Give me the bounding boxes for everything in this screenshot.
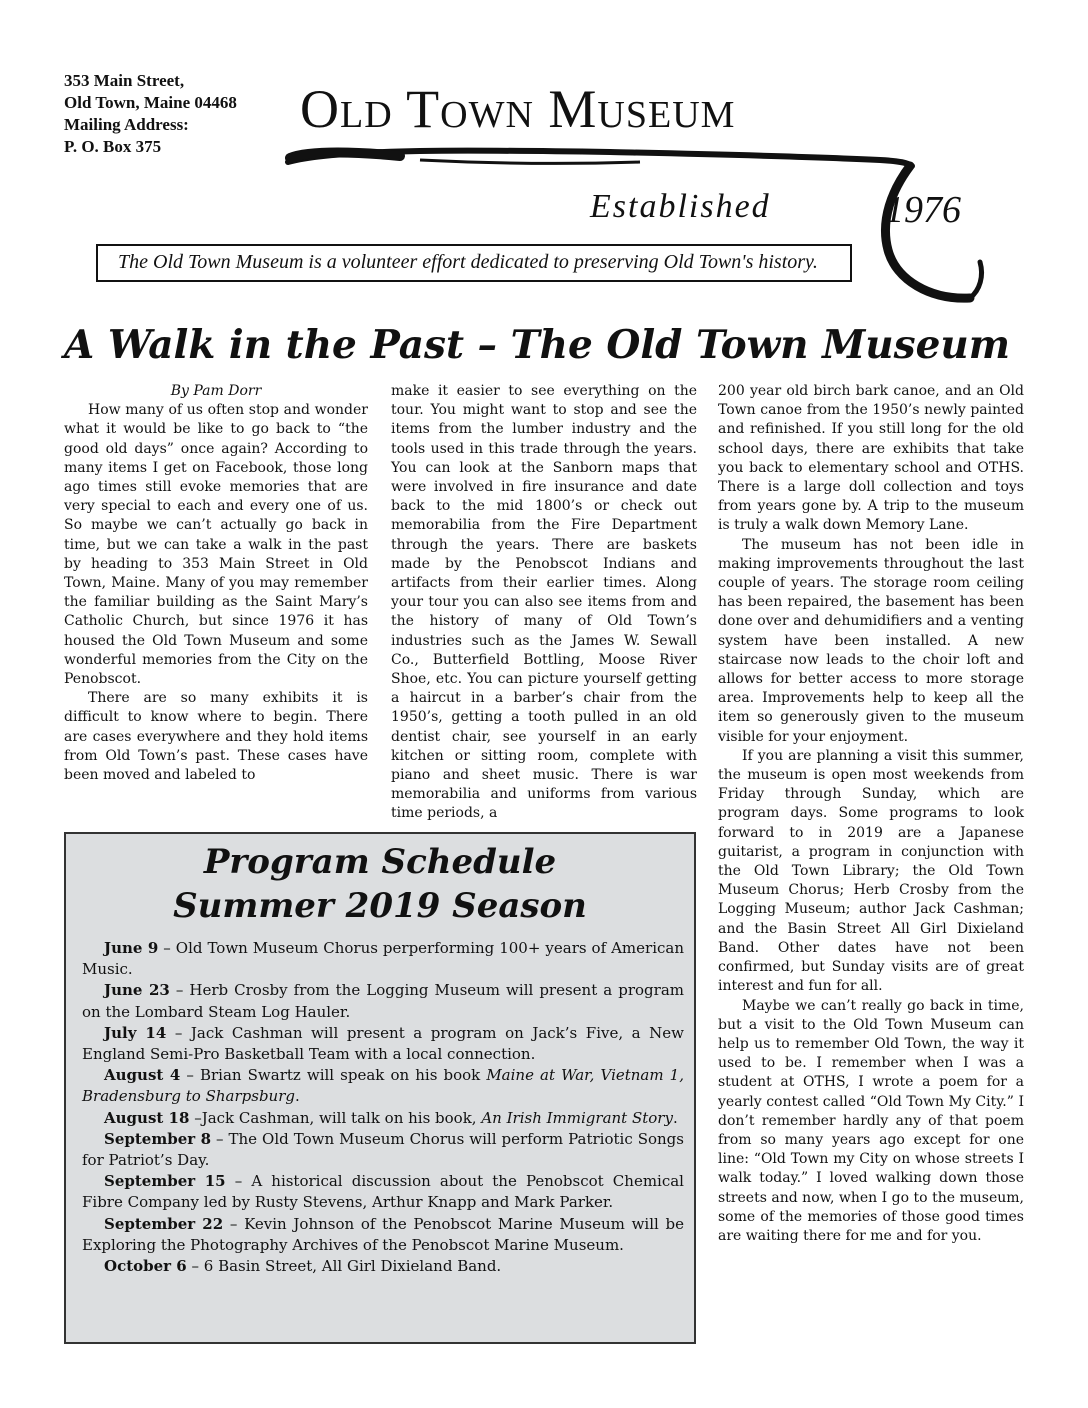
tagline: The Old Town Museum is a volunteer effort dedicated to preserving Old Town's history. — [118, 251, 818, 273]
schedule-text: – Old Town Museum Chorus perperforming 100+ years of American Music. — [82, 939, 684, 979]
address-line: Mailing Address: — [64, 115, 189, 134]
book-title: Maine at War, Vietnam 1, Bradensburg to Sharpsburg — [82, 1066, 684, 1106]
schedule-item — [82, 980, 684, 1022]
article-paragraph: Maybe we can’t really go back in time, but a visit to the Old Town Museum can help us to remember Old Town, the way it used to be. I remember when I was a student at OTHS, I wrote a poem for a yearly contest called “Old Town My City.” I don’t remember hardly any of that poem from so many years ago except for one line: “Old Town my City on whose streets I walk today.” I loved walking down those streets and now, when I go to the museum, some of the memories of those good times are waiting there for me and for you. — [718, 997, 1024, 1244]
article-column-2 — [391, 382, 697, 824]
schedule-date: September 22 — [104, 1214, 224, 1233]
schedule-text: – Jack Cashman will present a program on Jack’s Five, a New England Semi-Pro Basketball Team with a local connection. — [82, 1023, 684, 1064]
schedule-text: – A historical discussion about the Penobscot Chemical Fibre Company led by Rusty Stevens, Arthur Knapp and Mark Parker. — [82, 1172, 684, 1212]
schedule-item — [82, 1171, 684, 1213]
address-line: P. O. Box 375 — [64, 137, 162, 156]
schedule-date: October 6 — [104, 1257, 187, 1276]
article-paragraph: The museum has not been idle in making improvements throughout the last couple of years. The storage room ceiling has been repaired, the basement has been done over and dehumidifiers and a venting system have been installed. A new staircase now leads to the choir loft and allows for better access to more storage area. Improvements help to keep all the item so generously given to the museum visible for your enjoyment. — [718, 536, 1024, 745]
article-headline: A Walk in the Past – The Old Town Museum — [64, 322, 1010, 368]
schedule-date: September 8 — [104, 1129, 212, 1148]
program-schedule-box — [64, 832, 696, 1344]
schedule-item — [82, 1214, 684, 1256]
schedule-item: August 18 –Jack Cashman, will talk on his book, An Irish Immigrant Story. — [104, 1108, 678, 1127]
schedule-title — [66, 840, 694, 928]
schedule-date: June 23 — [104, 981, 170, 1000]
book-title: An Irish Immigrant Story — [481, 1108, 673, 1127]
established-year: 1976 — [885, 189, 961, 231]
schedule-text: – Kevin Johnson of the Penobscot Marine Museum will be Exploring the Photography Archives of the Penobscot Marine Museum. — [82, 1214, 684, 1254]
article-paragraph: If you are planning a visit this summer, the museum is open most weekends from Friday through Sunday, which are program days. Some programs to look forward to in 2019 are a Japanese guitarist, a program in conjunction with the Old Town Library; the Old Town Museum Chorus; Herb Crosby from the Logging Museum; author Jack Cashman; and the Basin Street All Girl Dixieland Band. Other dates have not been confirmed, but Sunday visits are of great interest and fun for all. — [718, 747, 1024, 995]
article-paragraph: make it easier to see everything on the tour. You might want to stop and see the items from the lumber industry and the tools used in this trade through the years. You can look at the Sanborn maps that were involved in fire insurance and date back to the mid 1800’s or check out memorabilia from the Fire Department through the years. There are baskets made by the Penobscot Indians and artifacts from their earlier times. Along your tour you can also see items from and the history of many of Old Town’s industries such as the James W. Sewall Co., Butterfield Bottling, Moose River Shoe, etc. You can picture yourself getting a haircut in a barber’s chair from the 1950’s, getting a tooth pulled in an old dentist chair, see yourself in an early kitchen or sitting room, complete with piano and sheet music. There is war memorabilia and uniforms from various time periods, a — [391, 383, 697, 822]
schedule-text: – 6 Basin Street, All Girl Dixieland Band. — [186, 1257, 502, 1276]
address-line: 353 Main Street, — [64, 71, 185, 90]
article-column-1 — [64, 382, 368, 785]
article-paragraph: There are so many exhibits it is difficult to know where to begin. There are cases everywhere and they hold items from Old Town’s past. These cases have been moved and labeled to — [64, 690, 368, 784]
schedule-date: August 18 — [104, 1108, 190, 1127]
schedule-item — [82, 938, 684, 980]
schedule-item — [82, 1256, 684, 1277]
schedule-title-line: Summer 2019 Season — [173, 886, 587, 926]
established-text: Established — [590, 188, 771, 225]
schedule-list — [82, 938, 684, 1277]
address-line: Old Town, Maine 04468 — [64, 93, 237, 112]
byline: By Pam Dorr — [170, 383, 262, 399]
schedule-text: – Herb Crosby from the Logging Museum will present a program on the Lombard Steam Log Hauler. — [82, 981, 684, 1021]
schedule-item — [82, 1023, 684, 1065]
schedule-title-line: Program Schedule — [203, 842, 557, 882]
masthead-title: Old Town Museum — [300, 79, 736, 139]
schedule-date: September 15 — [104, 1172, 226, 1191]
article-paragraph: 200 year old birch bark canoe, and an Old Town canoe from the 1950’s newly painted and refinished. If you still long for the old school days, there are exhibits that take you back to elementary school and OTHS. There is a large doll collection and toys from years gone by. A trip to the museum is truly a walk down Memory Lane. — [718, 383, 1024, 534]
article-column-3 — [718, 382, 1024, 1246]
schedule-text: – Brian Swartz will speak on his book — [180, 1066, 487, 1085]
address-block — [64, 70, 237, 158]
schedule-text: –Jack Cashman, will talk on his book, — [189, 1108, 482, 1127]
schedule-date: August 4 — [104, 1066, 181, 1085]
schedule-item: August 4 – Brian Swartz will speak on his book Maine at War, Vietnam 1, Bradensburg to Sharpsburg. — [82, 1066, 684, 1106]
schedule-date: July 14 — [104, 1023, 167, 1042]
schedule-date: June 9 — [104, 939, 159, 957]
schedule-text: – The Old Town Museum Chorus will perform Patriotic Songs for Patriot’s Day. — [82, 1129, 684, 1170]
schedule-item — [82, 1129, 684, 1171]
article-paragraph: How many of us often stop and wonder what it would be like to go back to “the good old days” once again? According to many items I get on Facebook, those long ago times still evoke memories that are very special to each and every one of us. So maybe we can’t actually go back in time, but we can take a walk in the past by heading to 353 Main Street in Old Town, Maine. Many of you may remember the familiar building as the Saint Mary’s Catholic Church, but since 1976 it has housed the Old Town Museum and some wonderful memories from the City on the Penobscot. — [64, 402, 368, 688]
